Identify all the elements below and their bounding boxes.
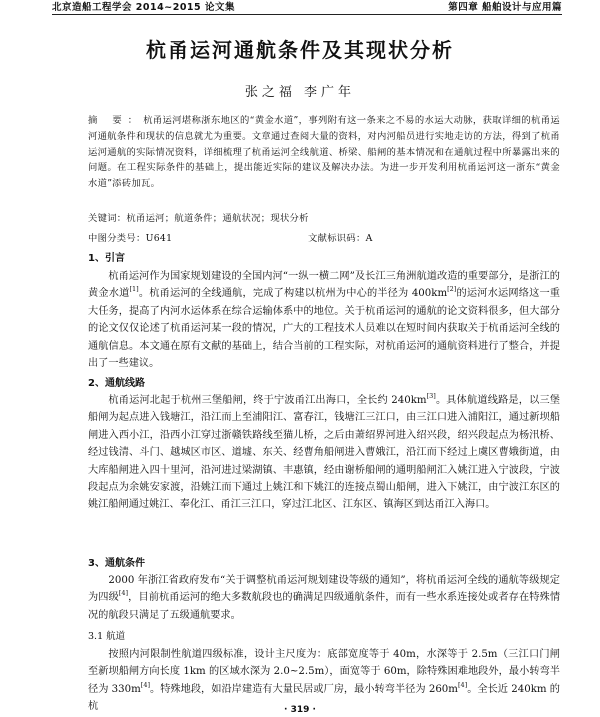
section-heading-route: 2、通航线路: [88, 378, 145, 389]
section-route-paragraph: 杭甬运河北起于杭州三堡船闸，终于宁波甬江出海口，全长约 240km[3]。具体航道线路是，以三堡船闸为起点进入钱塘江，沿江而上至浦阳江、富春江，钱塘江三江口，由三江口进入浦阳江，通过新坝船闸进入西小江，沿西小江穿过浙赣铁路线至猫儿桥，之后由萧绍界河进入绍兴段，绍兴段起点为杨汛桥、经过钱清、斗门、越城区市区、道墟、东关、经曹角船闸进入曹娥江，沿江而下经过上虞区曹娥街道，由大库船闸进入四十里河，沿河进过梁湖镇、丰惠镇，经由谢桥船闸的通明船闸汇入姚江进入宁波段，宁波段起点为余姚安家渡，沿姚江而下通过上姚江和下姚江的连接点蜀山船闸，进入下姚江，由宁波江东区的姚江船闸通过姚江、奉化江、甬江三江口，穿过江北区、江东区、镇海区到达甬江入海口。: [88, 392, 560, 511]
running-header-right: 第四章 船舶设计与应用篇: [448, 2, 562, 13]
section-conditions-paragraph: 2000 年浙江省政府发布“关于调整杭甬运河规划建设等级的通知”，将杭甬运河全线的通航等级规定为四级[4]，目前杭甬运河的绝大多数航段也的确满足四级通航条件，而有一些水系连接处或者存在特殊情况的航段只满足了五级通航要求。: [88, 575, 561, 621]
abstract: [88, 113, 560, 192]
abstract-label: 摘 要：: [88, 115, 144, 126]
classification-line: [88, 230, 560, 244]
authors: 张之福 李广年: [244, 85, 356, 100]
citation-marker: [1]: [129, 285, 139, 294]
citation-marker: [4]: [140, 680, 150, 689]
paper-title: 杭甬运河通航条件及其现状分析: [146, 38, 454, 62]
running-header: [52, 0, 562, 15]
page-number: · 319 ·: [284, 705, 316, 715]
citation-marker: [4]: [118, 589, 129, 598]
abstract-text: 杭甬运河堪称浙东地区的“黄金水道”，事列附有这一条来之不易的水运大动脉，获取详细的杭甬运河通航条件和现状的信息就尤为重要。文章通过查阅大量的资料，对内河船员进行实地走访的方法，得到了杭甬运河通航的实际情况资料，详细梳理了杭甬运河全线航道、桥梁、船闸的基本情况和在通航过程中所暴露出来的问题。在工程实际条件的基础上，提出能近实际的建议及解决办法。为进一步开发利用杭甬运河这一浙东“黄金水道”添砖加瓦。: [88, 115, 560, 190]
running-header-left: 北京造船工程学会 2014~2015 论文集: [52, 2, 235, 13]
document-code: 文献标识码：A: [308, 233, 373, 244]
subsection-channel-paragraph: 按照内河限制性航道四级标准，设计主尺度为：底部宽度等于 40m，水深等于 2.5m（三江口门闸至新坝船闸方向长度 1km 的区域水深为 2.0~2.5m），面宽等于 60m，除特殊困难地段外，最小转弯半径为 330m[4]。特殊地段，如沿岸建造有大量民居或厂房，最小转弯半径为 260m[4]。全长近 240km 的杭: [88, 649, 560, 713]
clc-number: 中图分类号：U641: [88, 233, 173, 244]
citation-marker: [3]: [426, 392, 436, 400]
citation-marker: [2]: [447, 285, 457, 294]
citation-marker: [4]: [457, 680, 468, 689]
keywords: 关键词：杭甬运河；航道条件；通航状况；现状分析: [88, 213, 309, 224]
section-heading-intro: 1、引言: [88, 253, 125, 264]
section-heading-conditions: 3、通航条件: [88, 558, 145, 569]
subsection-heading-channel: 3.1 航道: [88, 631, 126, 642]
section-intro-paragraph: 杭甬运河作为国家规划建设的全国内河“一纵一横二网”及长江三角洲航道改造的重要部分，是浙江的黄金水道[1]。杭甬运河的全线通航，完成了构建以杭州为中心的半径为 400km[2]的运河水运网络这一重大任务，提高了内河水运体系在综合运输体系中的地位。关于杭甬运河的通航的论文资料很多，但大部分的论文仅仅论述了杭甬运河某一段的情况，广大的工程技术人员难以在短时间内获取关于杭甬运河全线的通航信息。本文通在原有文献的基础上，结合当前的工程实际，对杭甬运河的通航资料进行了整合，并提出了一些建议。: [88, 271, 560, 370]
